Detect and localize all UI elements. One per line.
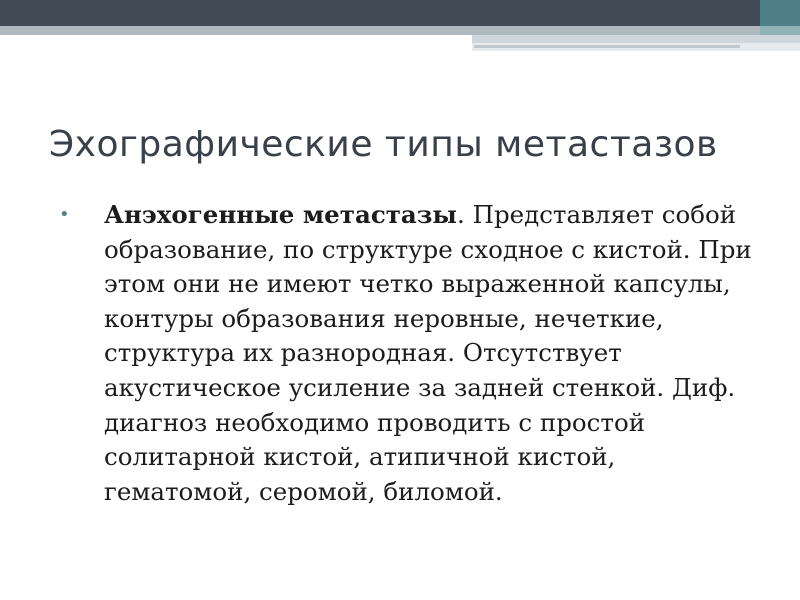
top-banner-teal [760, 0, 800, 26]
bullet-text: . Представляет собой образование, по структуре сходное с кистой. При этом они не имеют четко выраженной капсулы, контуры образования неровные, нечеткие, структура их разнородная. Отсутствует акустическое усиление за задней стенкой. Диф. диагноз необходимо проводить с простой солитарной кистой, атипичной кистой, гематомой, серомой, биломой. [104, 200, 752, 506]
bullet-dot-icon: • [59, 204, 70, 225]
bullet-list [56, 198, 756, 509]
slide-title: Эхографические типы метастазов [49, 124, 718, 165]
bullet-term: Анэхогенные метастазы [104, 200, 457, 229]
top-banner-teal-light [760, 26, 800, 35]
bullet-item [56, 198, 756, 509]
top-banner-grey [0, 26, 800, 35]
top-banner-grey-light [472, 35, 800, 43]
top-banner-dark [0, 0, 800, 26]
top-banner-accent-line [474, 45, 740, 48]
